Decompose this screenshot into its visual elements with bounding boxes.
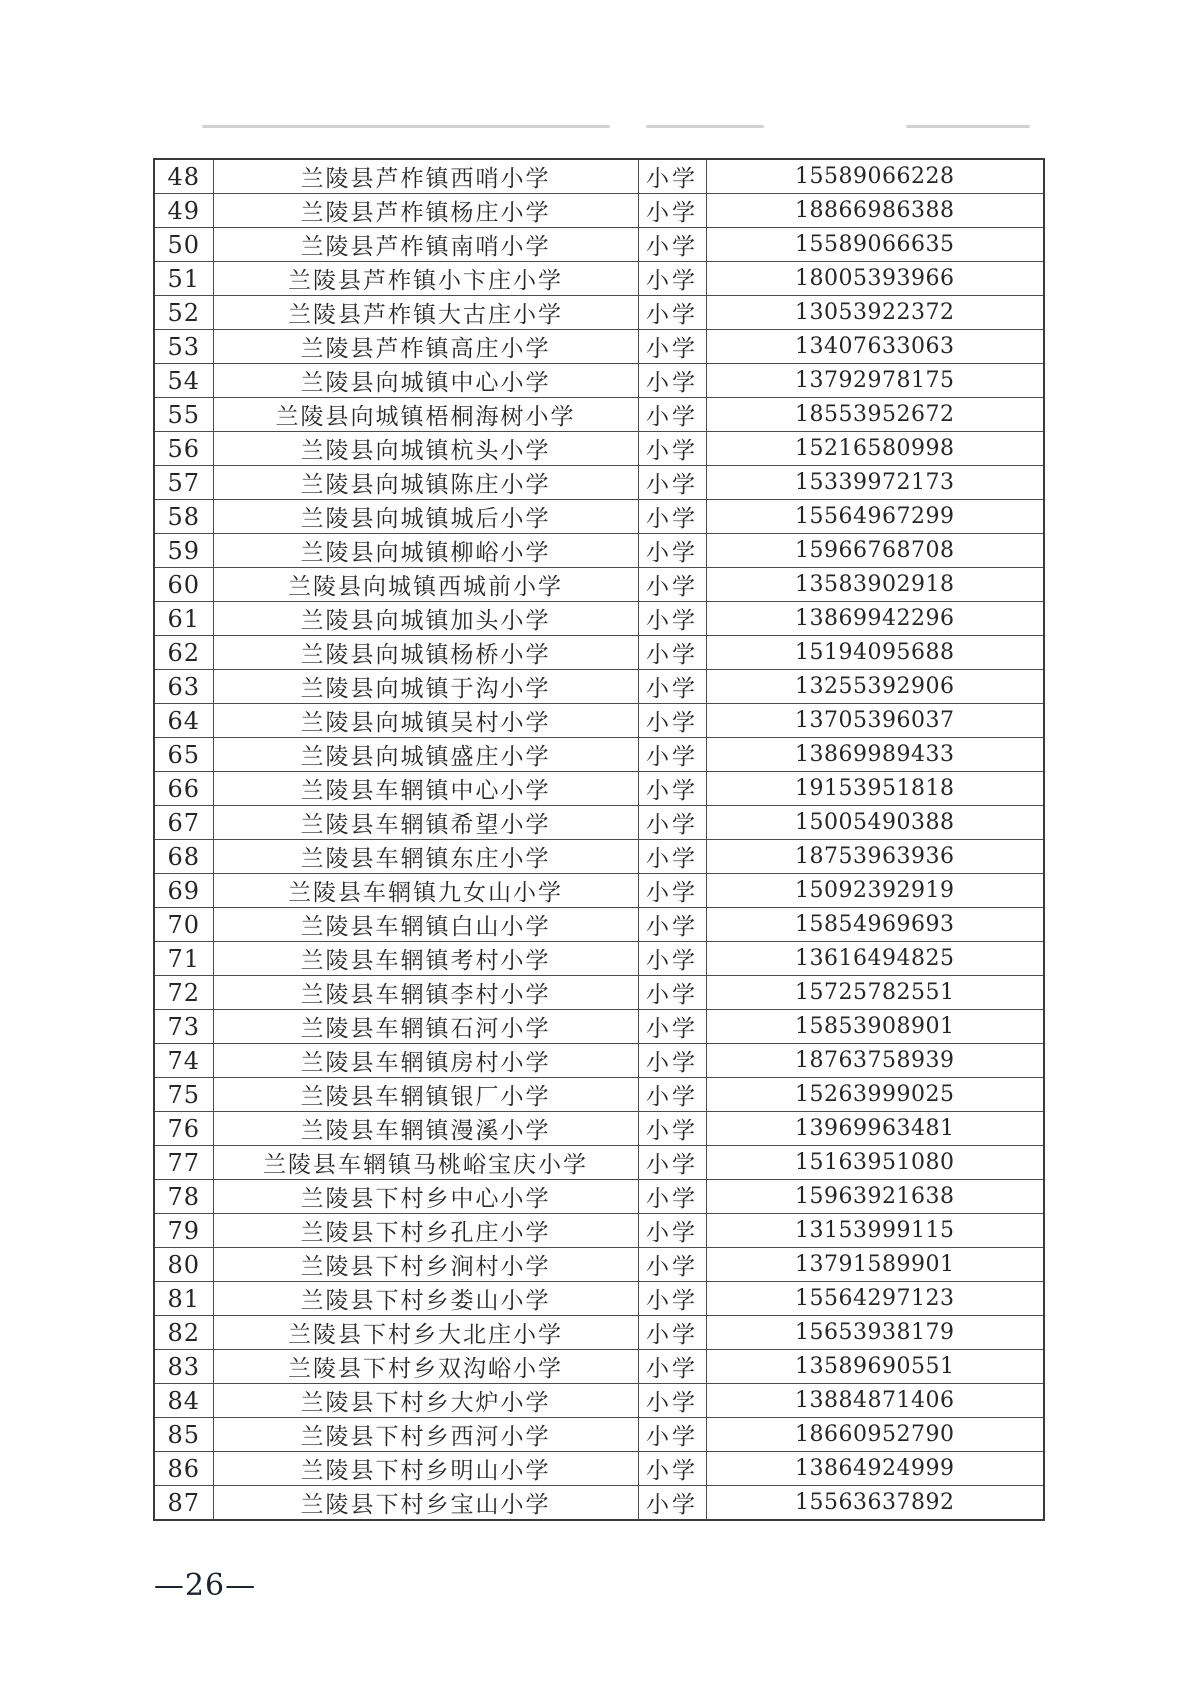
row-index-cell: 48 <box>154 159 213 194</box>
phone-number-cell: 15005490388 <box>706 806 1044 840</box>
phone-number-cell: 13583902918 <box>706 568 1044 602</box>
phone-number-cell: 15853908901 <box>706 1010 1044 1044</box>
school-name-cell: 兰陵县车辋镇考村小学 <box>213 942 638 976</box>
phone-number-cell: 15564297123 <box>706 1282 1044 1316</box>
school-type-cell: 小学 <box>638 432 706 466</box>
table-row <box>154 602 1044 636</box>
phone-number-cell: 13705396037 <box>706 704 1044 738</box>
row-index-cell: 73 <box>154 1010 213 1044</box>
phone-number-cell: 15653938179 <box>706 1316 1044 1350</box>
phone-number-cell: 18553952672 <box>706 398 1044 432</box>
row-index-cell: 55 <box>154 398 213 432</box>
table-row <box>154 228 1044 262</box>
table-row <box>154 398 1044 432</box>
school-type-cell: 小学 <box>638 1350 706 1384</box>
school-name-cell: 兰陵县车辋镇马桃峪宝庆小学 <box>213 1146 638 1180</box>
school-type-cell: 小学 <box>638 1044 706 1078</box>
phone-number-cell: 15216580998 <box>706 432 1044 466</box>
row-index-cell: 53 <box>154 330 213 364</box>
phone-number-cell: 15589066635 <box>706 228 1044 262</box>
row-index-cell: 76 <box>154 1112 213 1146</box>
row-index-cell: 51 <box>154 262 213 296</box>
school-name-cell: 兰陵县下村乡大炉小学 <box>213 1384 638 1418</box>
school-name-cell: 兰陵县芦柞镇南哨小学 <box>213 228 638 262</box>
phone-number-cell: 15263999025 <box>706 1078 1044 1112</box>
school-name-cell: 兰陵县向城镇杭头小学 <box>213 432 638 466</box>
school-type-cell: 小学 <box>638 466 706 500</box>
school-name-cell: 兰陵县车辋镇中心小学 <box>213 772 638 806</box>
table-row <box>154 1044 1044 1078</box>
table-row <box>154 738 1044 772</box>
table-row <box>154 1078 1044 1112</box>
school-type-cell: 小学 <box>638 670 706 704</box>
table-row <box>154 1418 1044 1452</box>
phone-number-cell: 13864924999 <box>706 1452 1044 1486</box>
phone-number-cell: 15092392919 <box>706 874 1044 908</box>
school-type-cell: 小学 <box>638 568 706 602</box>
table-row <box>154 1180 1044 1214</box>
table-row <box>154 500 1044 534</box>
phone-number-cell: 18660952790 <box>706 1418 1044 1452</box>
phone-number-cell: 15163951080 <box>706 1146 1044 1180</box>
row-index-cell: 69 <box>154 874 213 908</box>
row-index-cell: 66 <box>154 772 213 806</box>
school-name-cell: 兰陵县车辋镇白山小学 <box>213 908 638 942</box>
row-index-cell: 54 <box>154 364 213 398</box>
table-row <box>154 534 1044 568</box>
school-type-cell: 小学 <box>638 840 706 874</box>
school-name-cell: 兰陵县向城镇吴村小学 <box>213 704 638 738</box>
row-index-cell: 70 <box>154 908 213 942</box>
school-name-cell: 兰陵县芦柞镇高庄小学 <box>213 330 638 364</box>
phone-number-cell: 15564967299 <box>706 500 1044 534</box>
row-index-cell: 61 <box>154 602 213 636</box>
school-type-cell: 小学 <box>638 806 706 840</box>
school-name-cell: 兰陵县芦柞镇大古庄小学 <box>213 296 638 330</box>
table-row <box>154 1350 1044 1384</box>
phone-number-cell: 13589690551 <box>706 1350 1044 1384</box>
school-table-body <box>154 159 1044 1520</box>
school-name-cell: 兰陵县芦柞镇小卞庄小学 <box>213 262 638 296</box>
row-index-cell: 49 <box>154 194 213 228</box>
table-row <box>154 942 1044 976</box>
school-name-cell: 兰陵县车辋镇李村小学 <box>213 976 638 1010</box>
phone-number-cell: 13053922372 <box>706 296 1044 330</box>
table-row <box>154 772 1044 806</box>
row-index-cell: 78 <box>154 1180 213 1214</box>
school-contact-table <box>153 158 1045 1521</box>
school-name-cell: 兰陵县车辋镇漫溪小学 <box>213 1112 638 1146</box>
row-index-cell: 83 <box>154 1350 213 1384</box>
school-name-cell: 兰陵县向城镇于沟小学 <box>213 670 638 704</box>
row-index-cell: 84 <box>154 1384 213 1418</box>
table-row <box>154 908 1044 942</box>
phone-number-cell: 13792978175 <box>706 364 1044 398</box>
school-type-cell: 小学 <box>638 1384 706 1418</box>
school-type-cell: 小学 <box>638 534 706 568</box>
school-name-cell: 兰陵县下村乡双沟峪小学 <box>213 1350 638 1384</box>
table-row <box>154 568 1044 602</box>
school-name-cell: 兰陵县向城镇杨桥小学 <box>213 636 638 670</box>
school-type-cell: 小学 <box>638 636 706 670</box>
school-name-cell: 兰陵县芦柞镇西哨小学 <box>213 159 638 194</box>
row-index-cell: 87 <box>154 1486 213 1521</box>
school-name-cell: 兰陵县车辋镇希望小学 <box>213 806 638 840</box>
phone-number-cell: 13255392906 <box>706 670 1044 704</box>
phone-number-cell: 15966768708 <box>706 534 1044 568</box>
school-name-cell: 兰陵县下村乡明山小学 <box>213 1452 638 1486</box>
table-row <box>154 1214 1044 1248</box>
school-name-cell: 兰陵县车辋镇九女山小学 <box>213 874 638 908</box>
row-index-cell: 59 <box>154 534 213 568</box>
school-type-cell: 小学 <box>638 228 706 262</box>
school-type-cell: 小学 <box>638 1316 706 1350</box>
scan-artifact-mark <box>906 125 1030 128</box>
school-type-cell: 小学 <box>638 874 706 908</box>
school-name-cell: 兰陵县向城镇西城前小学 <box>213 568 638 602</box>
table-row <box>154 670 1044 704</box>
row-index-cell: 77 <box>154 1146 213 1180</box>
school-name-cell: 兰陵县向城镇中心小学 <box>213 364 638 398</box>
row-index-cell: 71 <box>154 942 213 976</box>
phone-number-cell: 15854969693 <box>706 908 1044 942</box>
table-row <box>154 806 1044 840</box>
table-row <box>154 636 1044 670</box>
school-name-cell: 兰陵县下村乡大北庄小学 <box>213 1316 638 1350</box>
school-type-cell: 小学 <box>638 1112 706 1146</box>
row-index-cell: 50 <box>154 228 213 262</box>
school-type-cell: 小学 <box>638 942 706 976</box>
school-name-cell: 兰陵县车辋镇银厂小学 <box>213 1078 638 1112</box>
row-index-cell: 75 <box>154 1078 213 1112</box>
school-name-cell: 兰陵县向城镇城后小学 <box>213 500 638 534</box>
phone-number-cell: 13153999115 <box>706 1214 1044 1248</box>
phone-number-cell: 13407633063 <box>706 330 1044 364</box>
table-row <box>154 704 1044 738</box>
scan-artifact-mark <box>202 125 610 128</box>
school-type-cell: 小学 <box>638 1010 706 1044</box>
school-type-cell: 小学 <box>638 1146 706 1180</box>
row-index-cell: 57 <box>154 466 213 500</box>
row-index-cell: 74 <box>154 1044 213 1078</box>
school-name-cell: 兰陵县向城镇梧桐海树小学 <box>213 398 638 432</box>
table-row <box>154 1452 1044 1486</box>
school-type-cell: 小学 <box>638 1078 706 1112</box>
table-row <box>154 1010 1044 1044</box>
table-row <box>154 1486 1044 1521</box>
school-name-cell: 兰陵县向城镇盛庄小学 <box>213 738 638 772</box>
page-number: —26— <box>153 1568 257 1603</box>
row-index-cell: 72 <box>154 976 213 1010</box>
phone-number-cell: 19153951818 <box>706 772 1044 806</box>
school-type-cell: 小学 <box>638 1214 706 1248</box>
phone-number-cell: 15194095688 <box>706 636 1044 670</box>
row-index-cell: 81 <box>154 1282 213 1316</box>
row-index-cell: 86 <box>154 1452 213 1486</box>
school-type-cell: 小学 <box>638 976 706 1010</box>
table-row <box>154 976 1044 1010</box>
table-row <box>154 840 1044 874</box>
table-row <box>154 1384 1044 1418</box>
school-name-cell: 兰陵县车辋镇房村小学 <box>213 1044 638 1078</box>
row-index-cell: 85 <box>154 1418 213 1452</box>
school-type-cell: 小学 <box>638 772 706 806</box>
table-row <box>154 194 1044 228</box>
school-type-cell: 小学 <box>638 364 706 398</box>
table-row <box>154 159 1044 194</box>
phone-number-cell: 13869942296 <box>706 602 1044 636</box>
table-row <box>154 1112 1044 1146</box>
row-index-cell: 63 <box>154 670 213 704</box>
phone-number-cell: 18866986388 <box>706 194 1044 228</box>
school-type-cell: 小学 <box>638 262 706 296</box>
table-row <box>154 1282 1044 1316</box>
school-type-cell: 小学 <box>638 738 706 772</box>
row-index-cell: 82 <box>154 1316 213 1350</box>
row-index-cell: 58 <box>154 500 213 534</box>
phone-number-cell: 18763758939 <box>706 1044 1044 1078</box>
phone-number-cell: 18753963936 <box>706 840 1044 874</box>
school-type-cell: 小学 <box>638 398 706 432</box>
phone-number-cell: 18005393966 <box>706 262 1044 296</box>
school-name-cell: 兰陵县车辋镇石河小学 <box>213 1010 638 1044</box>
school-type-cell: 小学 <box>638 330 706 364</box>
table-row <box>154 330 1044 364</box>
table-row <box>154 1316 1044 1350</box>
school-type-cell: 小学 <box>638 296 706 330</box>
phone-number-cell: 13969963481 <box>706 1112 1044 1146</box>
row-index-cell: 52 <box>154 296 213 330</box>
school-type-cell: 小学 <box>638 194 706 228</box>
school-name-cell: 兰陵县下村乡西河小学 <box>213 1418 638 1452</box>
row-index-cell: 68 <box>154 840 213 874</box>
row-index-cell: 80 <box>154 1248 213 1282</box>
school-name-cell: 兰陵县下村乡娄山小学 <box>213 1282 638 1316</box>
phone-number-cell: 13616494825 <box>706 942 1044 976</box>
school-type-cell: 小学 <box>638 602 706 636</box>
table-row <box>154 262 1044 296</box>
phone-number-cell: 15589066228 <box>706 159 1044 194</box>
school-name-cell: 兰陵县向城镇陈庄小学 <box>213 466 638 500</box>
phone-number-cell: 15725782551 <box>706 976 1044 1010</box>
school-type-cell: 小学 <box>638 1248 706 1282</box>
phone-number-cell: 13884871406 <box>706 1384 1044 1418</box>
school-type-cell: 小学 <box>638 1452 706 1486</box>
row-index-cell: 79 <box>154 1214 213 1248</box>
table-row <box>154 296 1044 330</box>
phone-number-cell: 15563637892 <box>706 1486 1044 1521</box>
school-name-cell: 兰陵县下村乡中心小学 <box>213 1180 638 1214</box>
table-row <box>154 1146 1044 1180</box>
table-row <box>154 466 1044 500</box>
school-name-cell: 兰陵县向城镇加头小学 <box>213 602 638 636</box>
school-name-cell: 兰陵县下村乡孔庄小学 <box>213 1214 638 1248</box>
row-index-cell: 56 <box>154 432 213 466</box>
row-index-cell: 65 <box>154 738 213 772</box>
school-name-cell: 兰陵县车辋镇东庄小学 <box>213 840 638 874</box>
school-type-cell: 小学 <box>638 1180 706 1214</box>
table-row <box>154 1248 1044 1282</box>
school-type-cell: 小学 <box>638 704 706 738</box>
table-row <box>154 432 1044 466</box>
row-index-cell: 67 <box>154 806 213 840</box>
row-index-cell: 60 <box>154 568 213 602</box>
phone-number-cell: 13869989433 <box>706 738 1044 772</box>
row-index-cell: 62 <box>154 636 213 670</box>
row-index-cell: 64 <box>154 704 213 738</box>
school-name-cell: 兰陵县下村乡涧村小学 <box>213 1248 638 1282</box>
school-type-cell: 小学 <box>638 500 706 534</box>
school-type-cell: 小学 <box>638 1486 706 1521</box>
school-type-cell: 小学 <box>638 1418 706 1452</box>
school-type-cell: 小学 <box>638 908 706 942</box>
phone-number-cell: 15339972173 <box>706 466 1044 500</box>
school-type-cell: 小学 <box>638 159 706 194</box>
phone-number-cell: 15963921638 <box>706 1180 1044 1214</box>
school-name-cell: 兰陵县向城镇柳峪小学 <box>213 534 638 568</box>
scan-artifact-mark <box>646 125 764 128</box>
phone-number-cell: 13791589901 <box>706 1248 1044 1282</box>
school-name-cell: 兰陵县下村乡宝山小学 <box>213 1486 638 1521</box>
school-type-cell: 小学 <box>638 1282 706 1316</box>
table-row <box>154 874 1044 908</box>
table-row <box>154 364 1044 398</box>
school-name-cell: 兰陵县芦柞镇杨庄小学 <box>213 194 638 228</box>
